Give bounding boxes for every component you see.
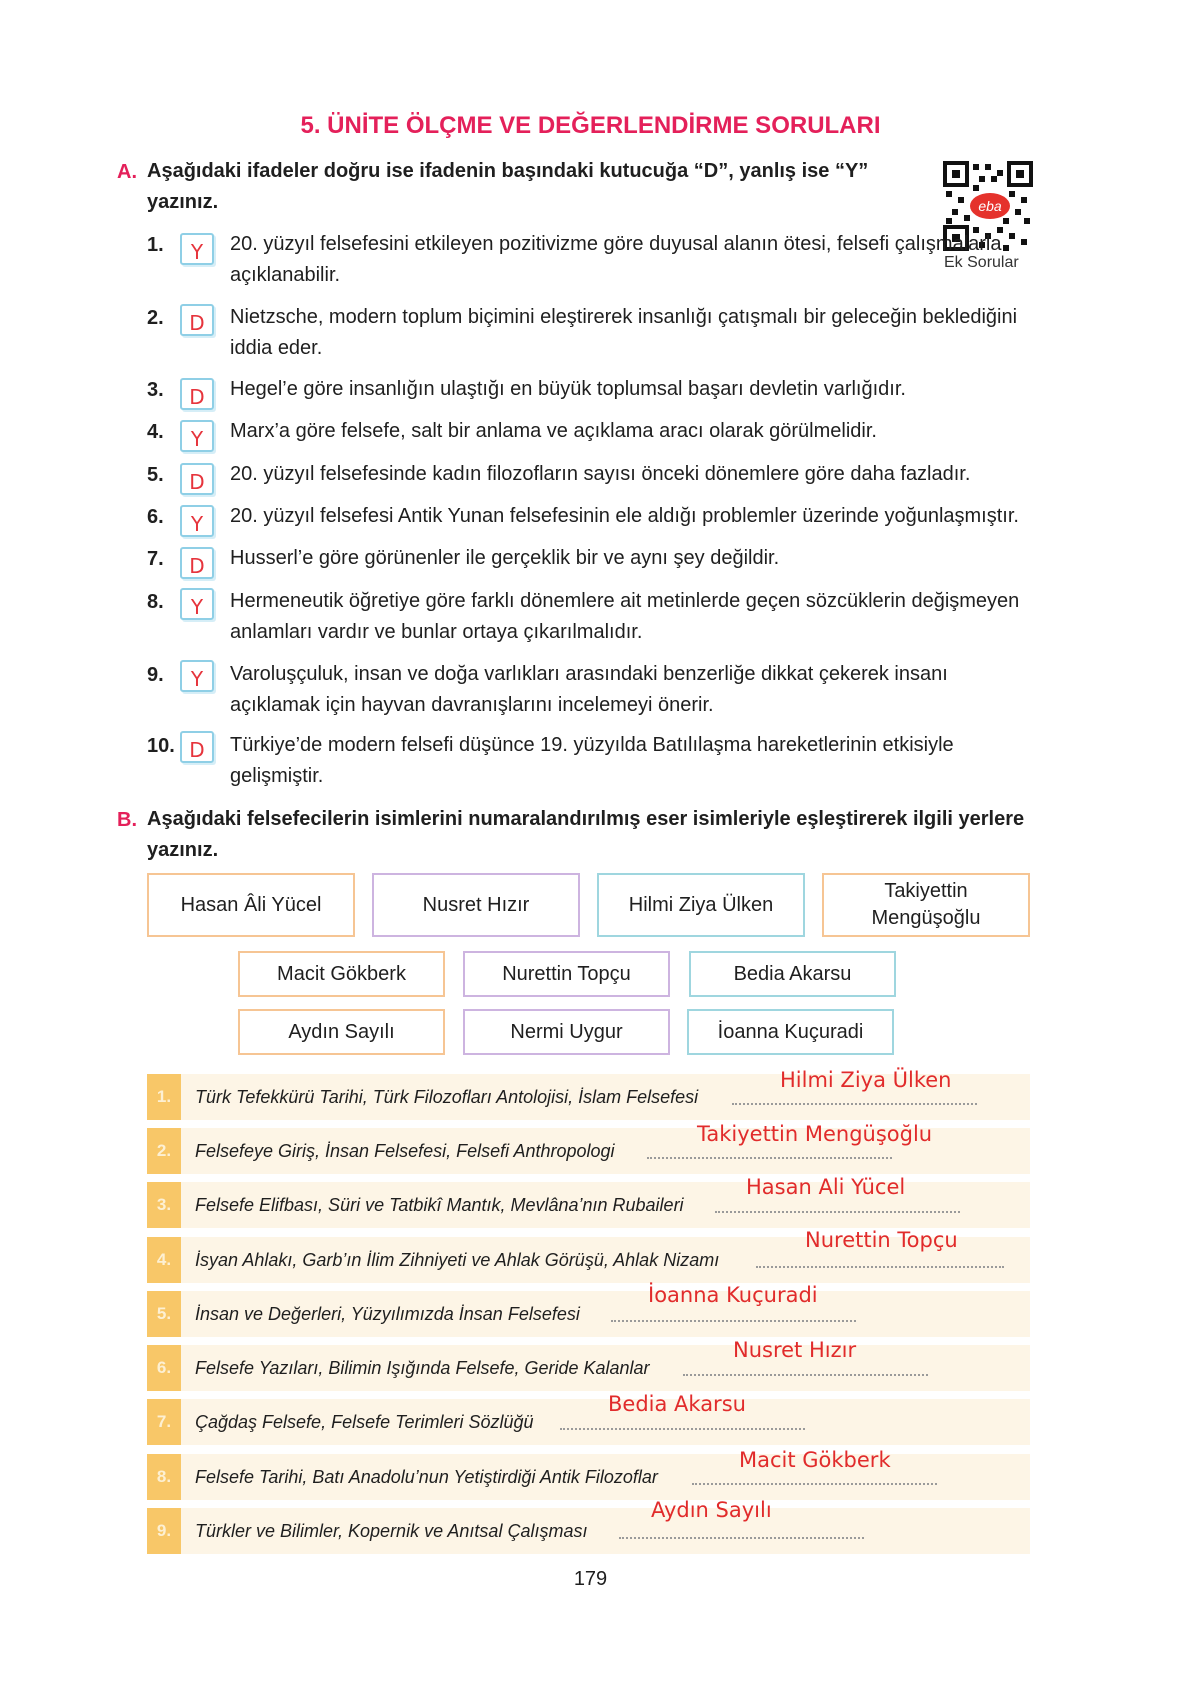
- question-text: 20. yüzyıl felsefesini etkileyen pozitivizme göre duyusal alanın ötesi, felsefi çalışmalarla açıklanabilir.: [230, 233, 1002, 286]
- section-b-letter: B.: [117, 809, 137, 831]
- match-number: 3.: [147, 1182, 181, 1228]
- handwritten-answer: Bedia Akarsu: [608, 1392, 746, 1416]
- question-number: 1.: [147, 234, 164, 256]
- name-box: Nusret Hızır: [372, 873, 580, 937]
- question-number: 5.: [147, 464, 164, 486]
- match-number: 2.: [147, 1128, 181, 1174]
- works-text: Türkler ve Bilimler, Kopernik ve Anıtsal Çalışması: [195, 1521, 588, 1541]
- works-text: Çağdaş Felsefe, Felsefe Terimleri Sözlüğü: [195, 1412, 534, 1432]
- question-text: Hegel’e göre insanlığın ulaştığı en büyük toplumsal başarı devletin varlığıdır.: [230, 378, 906, 400]
- question-number: 8.: [147, 591, 164, 613]
- works-text: Felsefe Tarihi, Batı Anadolu’nun Yetiştirdiği Antik Filozoflar: [195, 1467, 658, 1487]
- answer-mark: Y: [190, 240, 204, 264]
- match-row: [147, 1338, 1030, 1391]
- name-box: Macit Gökberk: [238, 951, 445, 997]
- name-box: İoanna Kuçuradi: [687, 1009, 894, 1055]
- handwritten-answer: Hilmi Ziya Ülken: [780, 1068, 952, 1092]
- qr-label: Ek Sorular: [944, 254, 1019, 271]
- match-row: [147, 1392, 1030, 1445]
- match-row: [147, 1175, 1030, 1228]
- handwritten-answer: Nusret Hızır: [733, 1338, 857, 1362]
- name-box: Hilmi Ziya Ülken: [597, 873, 805, 937]
- handwritten-answer: Macit Gökberk: [739, 1448, 891, 1472]
- handwritten-answer: Aydın Sayılı: [651, 1498, 772, 1522]
- handwritten-answer: Nurettin Topçu: [805, 1228, 958, 1252]
- answer-line[interactable]: [647, 1157, 892, 1159]
- handwritten-answer: Takiyettin Mengüşoğlu: [697, 1122, 933, 1146]
- question-text: Türkiye’de modern felsefi düşünce 19. yüzyılda Batılılaşma hareketlerinin etkisiyle gelişmiştir.: [230, 734, 954, 787]
- question-number: 6.: [147, 506, 164, 528]
- name-box: Aydın Sayılı: [238, 1009, 445, 1055]
- answer-mark: D: [189, 311, 205, 335]
- match-row: [147, 1228, 1030, 1283]
- answer-box[interactable]: [180, 547, 214, 579]
- answer-line[interactable]: [732, 1103, 977, 1105]
- name-box: Nurettin Topçu: [463, 951, 670, 997]
- answer-mark: D: [189, 738, 205, 762]
- match-row: [147, 1122, 1030, 1174]
- section-a-instruction: Aşağıdaki ifadeler doğru ise ifadenin başındaki kutucuğa “D”, yanlış ise “Y” yazınız.: [147, 160, 869, 213]
- handwritten-answer: İoanna Kuçuradi: [648, 1283, 818, 1307]
- answer-line[interactable]: [692, 1483, 937, 1485]
- section-a-letter: A.: [117, 161, 137, 183]
- works-text: Türk Tefekkürü Tarihi, Türk Filozofları Antolojisi, İslam Felsefesi: [195, 1087, 699, 1107]
- answer-box[interactable]: [180, 420, 214, 452]
- question-number: 9.: [147, 664, 164, 686]
- answer-line[interactable]: [560, 1428, 805, 1430]
- match-number: 4.: [147, 1237, 181, 1283]
- answer-box[interactable]: [180, 304, 214, 336]
- answer-line[interactable]: [756, 1266, 1004, 1268]
- answer-line[interactable]: [619, 1537, 864, 1539]
- answer-line[interactable]: [715, 1211, 960, 1213]
- answer-mark: Y: [190, 512, 204, 536]
- answer-mark: Y: [190, 667, 204, 691]
- name-box: Nermi Uygur: [463, 1009, 670, 1055]
- works-text: Felsefe Elifbası, Süri ve Tatbikî Mantık, Mevlâna’nın Rubaileri: [195, 1195, 684, 1215]
- match-number: 5.: [147, 1291, 181, 1337]
- question-number: 7.: [147, 548, 164, 570]
- question-text: Marx’a göre felsefe, salt bir anlama ve açıklama aracı olarak görülmelidir.: [230, 420, 877, 442]
- name-box: Bedia Akarsu: [689, 951, 896, 997]
- answer-box[interactable]: [180, 731, 214, 763]
- match-number: 9.: [147, 1508, 181, 1554]
- answer-mark: D: [189, 470, 205, 494]
- handwritten-answer: Hasan Ali Yücel: [746, 1175, 906, 1199]
- answer-mark: D: [189, 554, 205, 578]
- match-number: 7.: [147, 1399, 181, 1445]
- section-b-instruction: Aşağıdaki felsefecilerin isimlerini numaralandırılmış eser isimleriyle eşleştirerek ilgili yerlere yazınız.: [147, 808, 1025, 861]
- match-number: 6.: [147, 1345, 181, 1391]
- svg-text:eba: eba: [978, 198, 1002, 214]
- answer-box[interactable]: [180, 505, 214, 537]
- match-number: 1.: [147, 1074, 181, 1120]
- match-number: 8.: [147, 1454, 181, 1500]
- question-text: Hermeneutik öğretiye göre farklı dönemlere ait metinlerde geçen sözcüklerin değişmeyen anlamları vardır ve bunlar ortaya çıkarılmalıdır.: [230, 590, 1020, 643]
- question-number: 10.: [147, 735, 175, 757]
- question-text: Husserl’e göre görünenler ile gerçeklik bir ve aynı şey değildir.: [230, 547, 780, 569]
- answer-box[interactable]: [180, 378, 214, 410]
- answer-mark: Y: [190, 595, 204, 619]
- answer-mark: D: [189, 385, 205, 409]
- question-text: 20. yüzyıl felsefesi Antik Yunan felsefesinin ele aldığı problemler üzerinde yoğunlaşmıştır.: [230, 505, 1019, 527]
- name-box: Takiyettin Mengüşoğlu: [822, 873, 1030, 937]
- question-number: 3.: [147, 379, 164, 401]
- match-row: [147, 1068, 1030, 1120]
- answer-line[interactable]: [683, 1374, 928, 1376]
- answer-mark: Y: [190, 427, 204, 451]
- works-text: Felsefe Yazıları, Bilimin Işığında Felsefe, Geride Kalanlar: [195, 1358, 650, 1378]
- answer-line[interactable]: [611, 1320, 856, 1322]
- match-row: [147, 1448, 1030, 1500]
- question-number: 2.: [147, 307, 164, 329]
- answer-box[interactable]: [180, 660, 214, 692]
- answer-box[interactable]: [180, 463, 214, 495]
- question-text: Nietzsche, modern toplum biçimini eleştirerek insanlığı çatışmalı bir geleceğin beklediğini iddia eder.: [230, 306, 1018, 359]
- page-number: 179: [573, 1568, 608, 1590]
- works-text: İnsan ve Değerleri, Yüzyılımızda İnsan Felsefesi: [195, 1304, 580, 1324]
- question-text: 20. yüzyıl felsefesinde kadın filozofların sayısı önceki dönemlere göre daha fazladır.: [230, 463, 971, 485]
- answer-box[interactable]: [180, 233, 214, 265]
- name-box: Hasan Âli Yücel: [147, 873, 355, 937]
- answer-box[interactable]: [180, 588, 214, 620]
- works-text: Felsefeye Giriş, İnsan Felsefesi, Felsefi Anthropologi: [195, 1141, 615, 1161]
- match-row: [147, 1498, 1030, 1554]
- question-text: Varoluşçuluk, insan ve doğa varlıkları arasındaki benzerliğe dikkat çekerek insanı açıklamak için hayvan davranışlarını incelemeyi önerir.: [230, 663, 948, 716]
- works-text: İsyan Ahlakı, Garb’ın İlim Zihniyeti ve Ahlak Görüşü, Ahlak Nizamı: [195, 1250, 720, 1270]
- page-title: 5. ÜNİTE ÖLÇME VE DEĞERLENDİRME SORULARI: [300, 112, 881, 139]
- question-number: 4.: [147, 421, 164, 443]
- match-row: [147, 1283, 1030, 1337]
